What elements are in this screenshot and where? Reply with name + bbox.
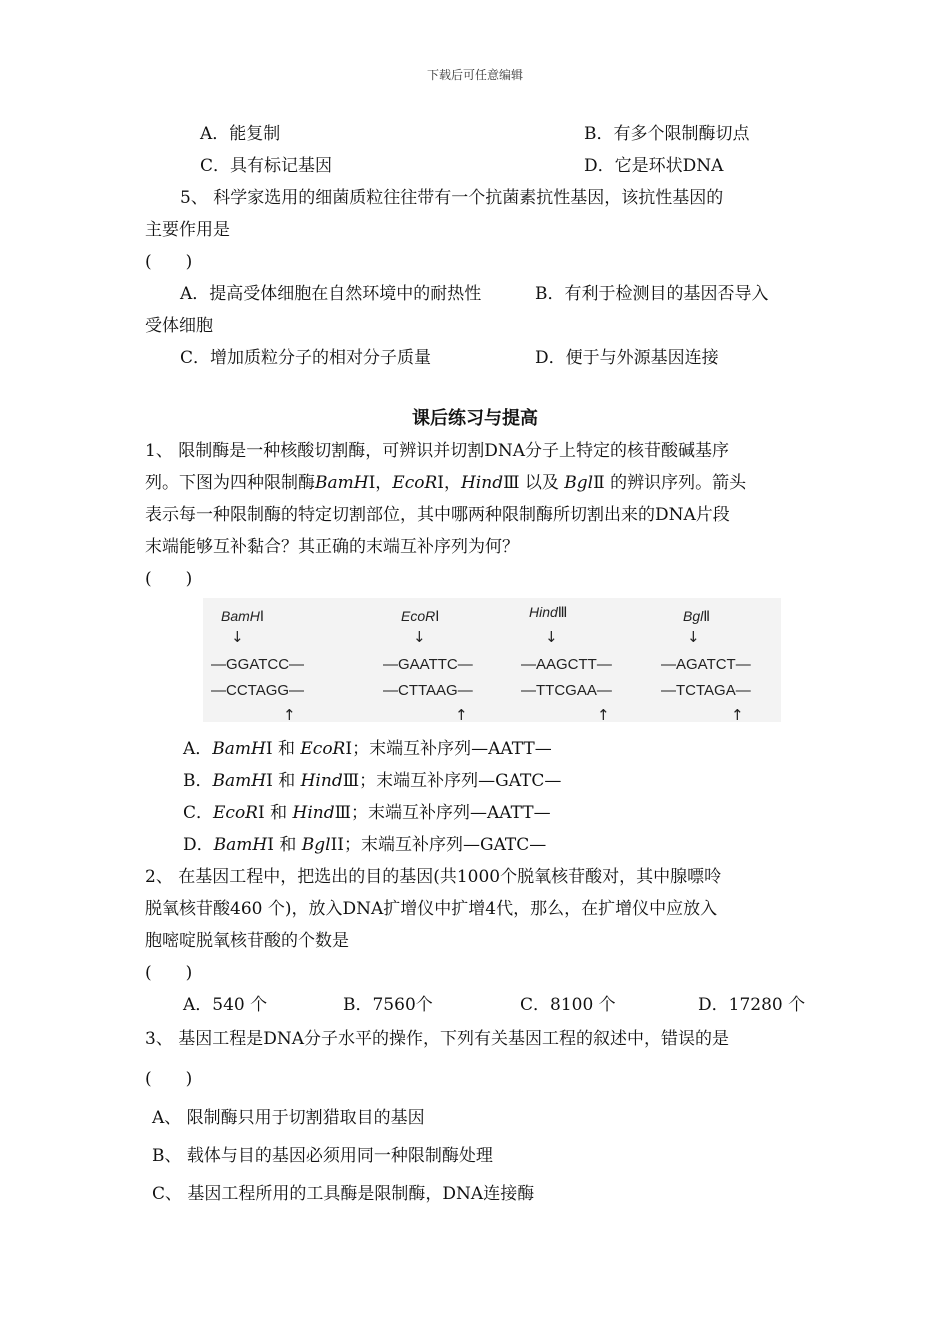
- fig-enzyme-label: BglⅡ: [683, 608, 711, 624]
- fig-top-strand: —GAATTC—: [383, 656, 473, 673]
- q5-stem-line1: 5、 科学家选用的细菌质粒往往带有一个抗菌素抗性基因，该抗性基因的: [180, 188, 724, 208]
- cut-arrow-down-icon: ↓: [687, 628, 700, 646]
- q5-paren: ( ): [145, 252, 193, 272]
- fig-enzyme-label: BamHⅠ: [221, 608, 265, 624]
- fig-enzyme-label: EcoRⅠ: [401, 608, 440, 624]
- q5-option-c: C．增加质粒分子的相对分子质量: [180, 348, 432, 368]
- q5-option-b: B．有利于检测目的基因否导入: [535, 284, 769, 304]
- section-title: 课后练习与提高: [412, 408, 538, 429]
- p2-option-d: D．17280 个: [698, 995, 806, 1015]
- p3-line1: 3、 基因工程是DNA分子水平的操作，下列有关基因工程的叙述中，错误的是: [145, 1029, 729, 1049]
- p1-option-b: B．BamHⅠ 和 HindⅢ；末端互补序列—GATC—: [183, 771, 562, 791]
- q5-option-a: A．提高受体细胞在自然环境中的耐热性: [180, 284, 482, 304]
- q5-option-d: D．便于与外源基因连接: [535, 348, 719, 368]
- q4-option-c: C．具有标记基因: [200, 156, 333, 176]
- p2-line3: 胞嘧啶脱氧核苷酸的个数是: [145, 931, 349, 951]
- fig-bottom-strand: —CCTAGG—: [211, 682, 305, 699]
- roman-2: Ⅱ: [593, 473, 605, 493]
- p1-line3: 表示每一种限制酶的特定切割部位，其中哪两种限制酶所切割出来的DNA片段: [145, 505, 730, 525]
- p1-option-c: C．EcoRⅠ 和 HindⅢ；末端互补序列—AATT—: [183, 803, 551, 823]
- cut-arrow-up-icon: ↑: [455, 706, 468, 724]
- q4-option-d: D．它是环状DNA: [584, 156, 724, 176]
- p3-option-c: C、 基因工程所用的工具酶是限制酶，DNA连接酶: [152, 1184, 535, 1204]
- enzyme-bgl: Bgl: [564, 473, 594, 493]
- roman-1: Ⅰ: [437, 473, 444, 493]
- p1-paren: ( ): [145, 569, 193, 589]
- cut-arrow-down-icon: ↓: [545, 628, 558, 646]
- q5-stem-line2: 主要作用是: [145, 220, 230, 240]
- p1-line2-a: 列。下图为四种限制酶: [145, 473, 315, 493]
- fig-top-strand: —GGATCC—: [211, 656, 305, 673]
- p1-line2: [145, 472, 746, 494]
- p2-option-c: C．8100 个: [520, 995, 616, 1015]
- roman-3: Ⅲ: [503, 473, 520, 493]
- fig-enzyme-label: HindⅢ: [529, 604, 568, 620]
- cut-arrow-down-icon: ↓: [231, 628, 244, 646]
- p1-line1: 1、 限制酶是一种核酸切割酶，可辨识并切割DNA分子上特定的核苷酸碱基序: [145, 441, 730, 461]
- cut-arrow-up-icon: ↑: [283, 706, 296, 724]
- p3-option-b: B、 载体与目的基因必须用同一种限制酶处理: [152, 1146, 493, 1166]
- p2-paren: ( ): [145, 963, 193, 983]
- q4-option-a: A．能复制: [200, 124, 281, 144]
- p2-option-a: A．540 个: [183, 995, 268, 1015]
- restriction-enzyme-figure: [203, 598, 781, 722]
- p2-option-b: B．7560个: [343, 995, 433, 1015]
- enzyme-hind: Hind: [460, 473, 504, 493]
- page-header: 下载后可任意编辑: [426, 68, 523, 82]
- p3-option-a: A、 限制酶只用于切割猎取目的基因: [152, 1108, 425, 1128]
- p1-line2-c: 的辨识序列。箭头: [610, 473, 747, 493]
- sep: ，: [443, 473, 461, 493]
- fig-bottom-strand: —TTCGAA—: [521, 682, 612, 699]
- sep: ，: [375, 473, 393, 493]
- cut-arrow-up-icon: ↑: [597, 706, 610, 724]
- fig-top-strand: —AAGCTT—: [521, 656, 612, 673]
- enzyme-bamh: BamH: [315, 473, 369, 493]
- fig-bottom-strand: —CTTAAG—: [383, 682, 473, 699]
- q5-option-b-cont: 受体细胞: [145, 316, 213, 336]
- q4-option-b: B．有多个限制酶切点: [584, 124, 750, 144]
- fig-bottom-strand: —TCTAGA—: [661, 682, 751, 699]
- p1-option-a: A．BamHⅠ 和 EcoRⅠ；末端互补序列—AATT—: [183, 739, 552, 759]
- p1-line4: 末端能够互补黏合？其正确的末端互补序列为何？: [145, 537, 519, 557]
- enzyme-ecor: EcoR: [392, 473, 438, 493]
- p2-line1: 2、 在基因工程中，把选出的目的基因(共1000个脱氧核苷酸对，其中腺嘌呤: [145, 867, 722, 887]
- p3-paren: ( ): [145, 1069, 193, 1089]
- cut-arrow-up-icon: ↑: [731, 706, 744, 724]
- p2-line2: 脱氧核苷酸460 个)，放入DNA扩增仪中扩增4代，那么，在扩增仪中应放入: [145, 899, 718, 919]
- fig-top-strand: —AGATCT—: [661, 656, 751, 673]
- p1-option-d: D．BamHⅠ 和 BglⅠⅠ；末端互补序列—GATC—: [183, 835, 547, 855]
- p1-line2-b: 以及: [524, 473, 559, 493]
- roman-1: Ⅰ: [368, 473, 376, 493]
- cut-arrow-down-icon: ↓: [413, 628, 426, 646]
